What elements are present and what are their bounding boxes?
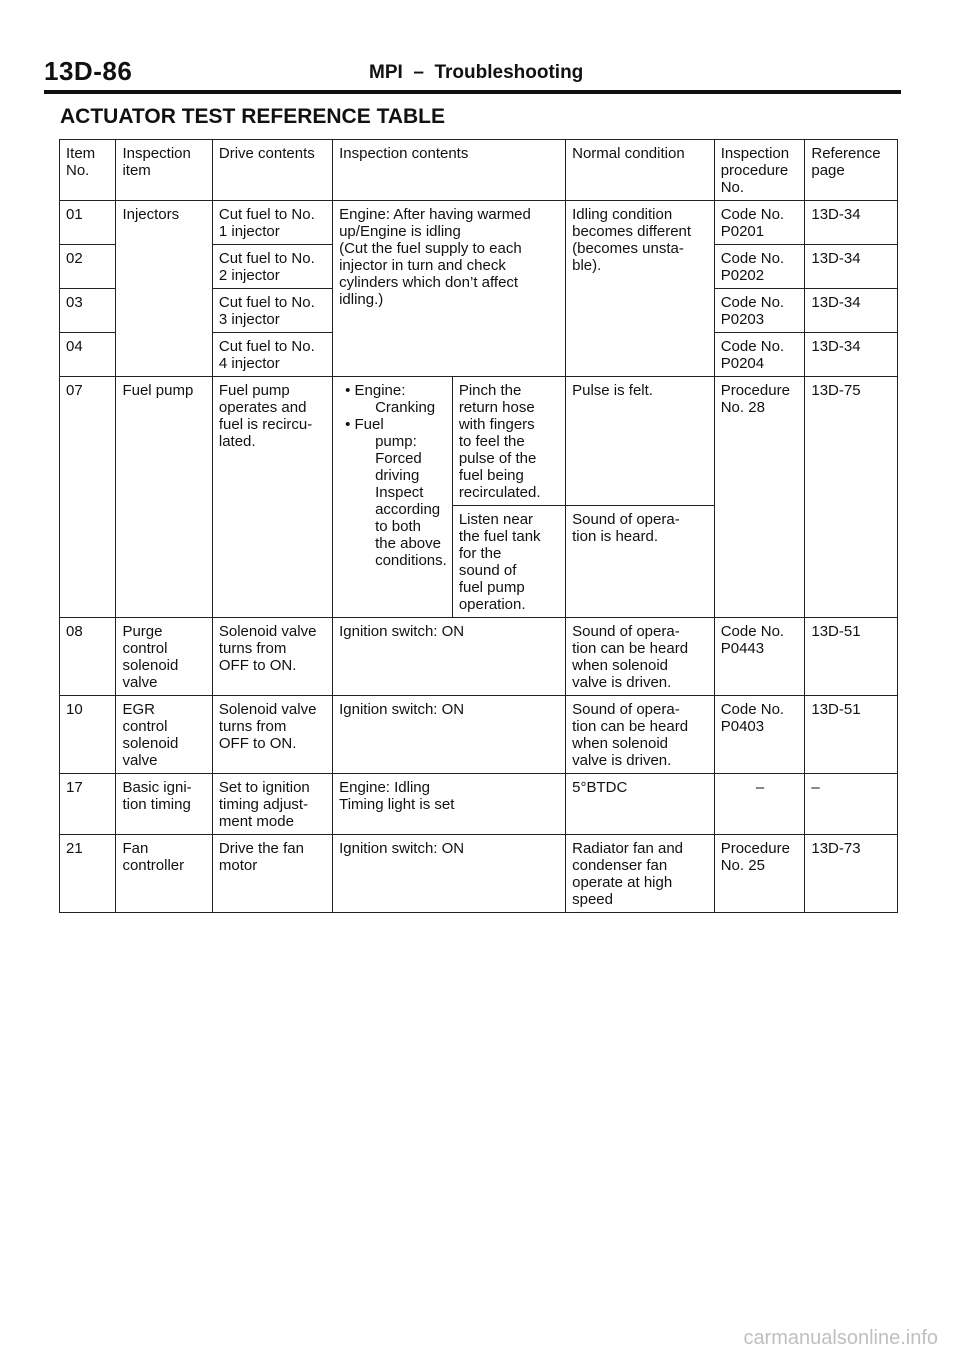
header-drive-contents: Drive contents [212,140,332,201]
item-number: 08 [60,618,116,696]
header-item-no: Item No. [60,140,116,201]
normal-condition: Sound of opera- tion can be heard when solenoid valve is driven. [566,618,715,696]
procedure-no: Code No. P0202 [714,245,805,289]
drive-contents: Cut fuel to No. 3 injector [212,289,332,333]
reference-page: 13D-75 [805,377,898,618]
procedure-no: Code No. P0203 [714,289,805,333]
inspection-item: Basic igni- tion timing [116,774,212,835]
table-row [60,377,898,506]
procedure-no: – [714,774,805,835]
inspection-item: EGR control solenoid valve [116,696,212,774]
procedure-no: Code No. P0403 [714,696,805,774]
reference-page: – [805,774,898,835]
inspection-item: Purge control solenoid valve [116,618,212,696]
header-inspection-item: Inspection item [116,140,212,201]
header-normal-condition: Normal condition [566,140,715,201]
inspection-item: Fan controller [116,835,212,913]
drive-contents: Drive the fan motor [212,835,332,913]
normal-condition: Sound of opera- tion can be heard when solenoid valve is driven. [566,696,715,774]
actuator-test-table [59,139,898,913]
procedure-no: Code No. P0204 [714,333,805,377]
drive-contents: Cut fuel to No. 4 injector [212,333,332,377]
item-number: 07 [60,377,116,618]
inspection-method: Listen near the fuel tank for the sound of fuel pump operation. [452,506,565,618]
reference-page: 13D-73 [805,835,898,913]
page-header [44,56,901,94]
procedure-no: Procedure No. 28 [714,377,805,618]
table-header-row [60,140,898,201]
inspection-contents: Ignition switch: ON [333,696,566,774]
normal-condition: Sound of opera- tion is heard. [566,506,715,618]
item-number: 10 [60,696,116,774]
table-row [60,774,898,835]
item-number: 04 [60,333,116,377]
item-number: 02 [60,245,116,289]
normal-condition: Pulse is felt. [566,377,715,506]
header-inspection-contents: Inspection contents [333,140,566,201]
table-row [60,201,898,245]
inspection-item: Injectors [116,201,212,377]
inspection-contents: Ignition switch: ON [333,618,566,696]
drive-contents: Cut fuel to No. 2 injector [212,245,332,289]
procedure-no: Procedure No. 25 [714,835,805,913]
normal-condition: 5°BTDC [566,774,715,835]
normal-condition: Idling condition becomes different (becomes unsta- ble). [566,201,715,377]
condition-engine-cranking: • Engine: Cranking [345,382,436,416]
item-number: 01 [60,201,116,245]
table-row [60,696,898,774]
item-number: 03 [60,289,116,333]
table-title: ACTUATOR TEST REFERENCE TABLE [60,105,446,128]
inspection-conditions [333,377,453,618]
reference-page: 13D-51 [805,696,898,774]
watermark: carmanualsonline.info [743,1327,938,1349]
reference-page: 13D-34 [805,201,898,245]
header-procedure-no: Inspection procedure No. [714,140,805,201]
drive-contents: Solenoid valve turns from OFF to ON. [212,618,332,696]
item-number: 21 [60,835,116,913]
drive-contents: Set to ignition timing adjust- ment mode [212,774,332,835]
normal-condition: Radiator fan and condenser fan operate at high speed [566,835,715,913]
page-number: 13D-86 [44,56,133,86]
procedure-no: Code No. P0443 [714,618,805,696]
reference-page: 13D-34 [805,289,898,333]
procedure-no: Code No. P0201 [714,201,805,245]
header-reference-page: Reference page [805,140,898,201]
reference-page: 13D-34 [805,245,898,289]
section-title: MPI – Troubleshooting [369,62,584,83]
inspection-contents: Ignition switch: ON [333,835,566,913]
drive-contents: Fuel pump operates and fuel is recircu- lated. [212,377,332,618]
drive-contents: Cut fuel to No. 1 injector [212,201,332,245]
item-number: 17 [60,774,116,835]
inspection-method: Pinch the return hose with fingers to feel the pulse of the fuel being recirculated. [452,377,565,506]
inspection-contents: Engine: After having warmed up/Engine is idling (Cut the fuel supply to each injector in turn and check cylinders which don’t affect idling.) [333,201,566,377]
reference-page: 13D-51 [805,618,898,696]
drive-contents: Solenoid valve turns from OFF to ON. [212,696,332,774]
reference-page: 13D-34 [805,333,898,377]
inspection-item: Fuel pump [116,377,212,618]
table-row [60,835,898,913]
inspection-contents: Engine: Idling Timing light is set [333,774,566,835]
condition-fuel-pump-forced: • Fuel pump: Forced driving Inspect according to both the above conditions. [345,416,447,569]
table-row [60,618,898,696]
